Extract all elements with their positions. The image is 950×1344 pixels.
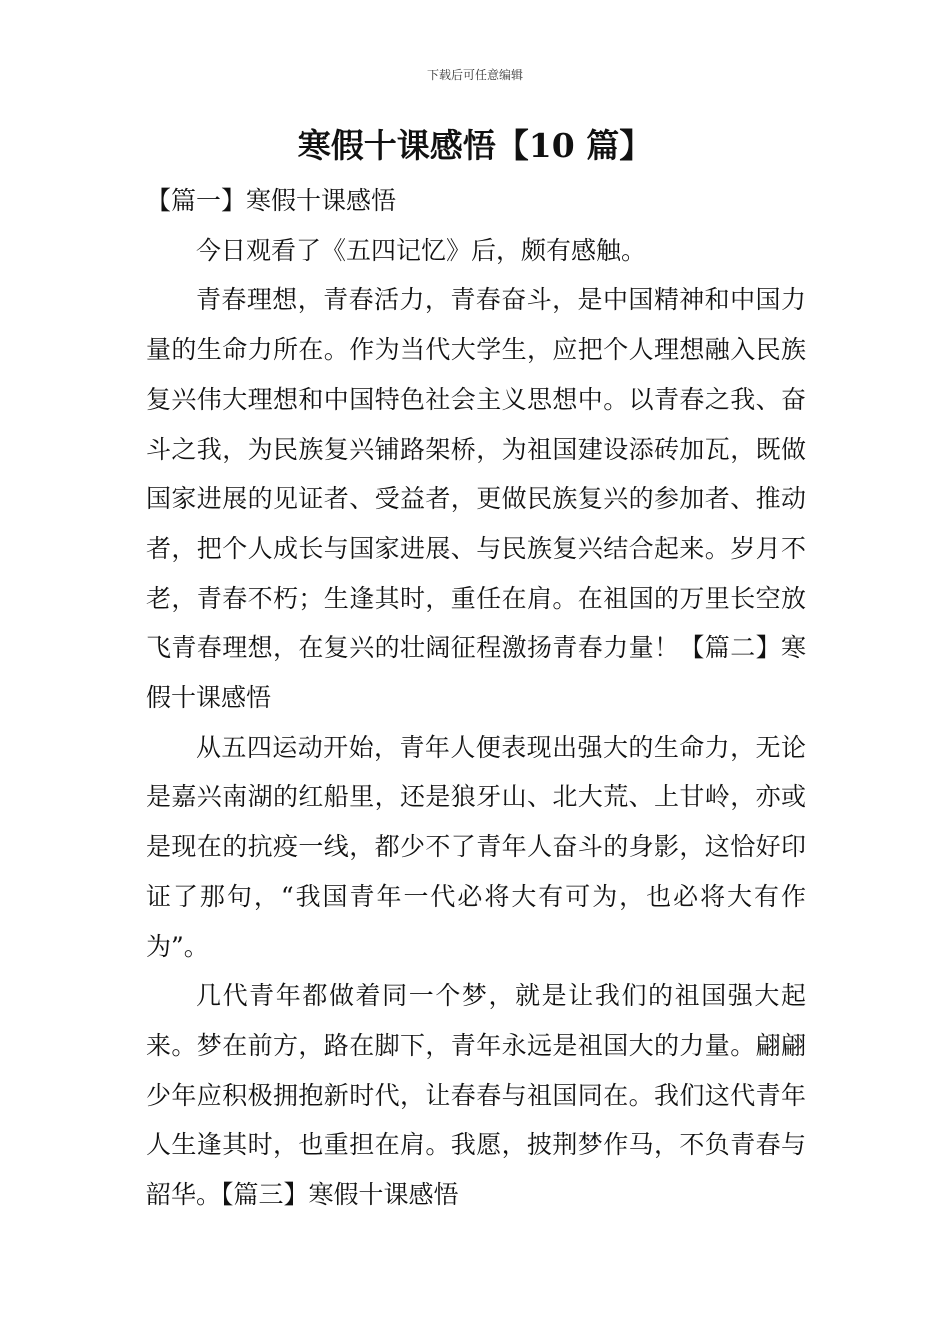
paragraph: 青春理想，青春活力，青春奋斗，是中国精神和中国力量的生命力所在。作为当代大学生，应把个人理想融入民族复兴伟大理想和中国特色社会主义思想中。以青春之我、奋斗之我，为民族复兴铺路架桥，为祖国建设添砖加瓦，既做国家进展的见证者、受益者，更做民族复兴的参加者、推动者，把个人成长与国家进展、与民族复兴结合起来。岁月不老，青春不朽；生逢其时，重任在肩。在祖国的万里长空放飞青春理想，在复兴的壮阔征程激扬青春力量！【篇二】寒假十课感悟 [146, 285, 806, 713]
paragraph: 几代青年都做着同一个梦，就是让我们的祖国强大起来。梦在前方，路在脚下，青年永远是祖国大的力量。翩翩少年应积极拥抱新时代，让春春与祖国同在。我们这代青年人生逢其时，也重担在肩。我愿，披荆梦作马，不负青春与韶华。【篇三】寒假十课感悟 [146, 981, 806, 1210]
document-title: 寒假十课感悟【10 篇】 [297, 126, 653, 165]
paragraph: 今日观看了《五四记忆》后，颇有感触。 [196, 235, 647, 265]
section-heading-1: 【篇一】寒假十课感悟 [146, 186, 397, 215]
header-note: 下载后可任意编辑 [426, 68, 523, 82]
paragraph: 从五四运动开始，青年人便表现出强大的生命力，无论是嘉兴南湖的红船里，还是狼牙山、北大荒、上甘岭，亦或是现在的抗疫一线，都少不了青年人奋斗的身影，这恰好印证了那句，“我国青年一代必将大有可为，也必将大有作为”。 [146, 732, 806, 961]
document-body [146, 176, 806, 1220]
